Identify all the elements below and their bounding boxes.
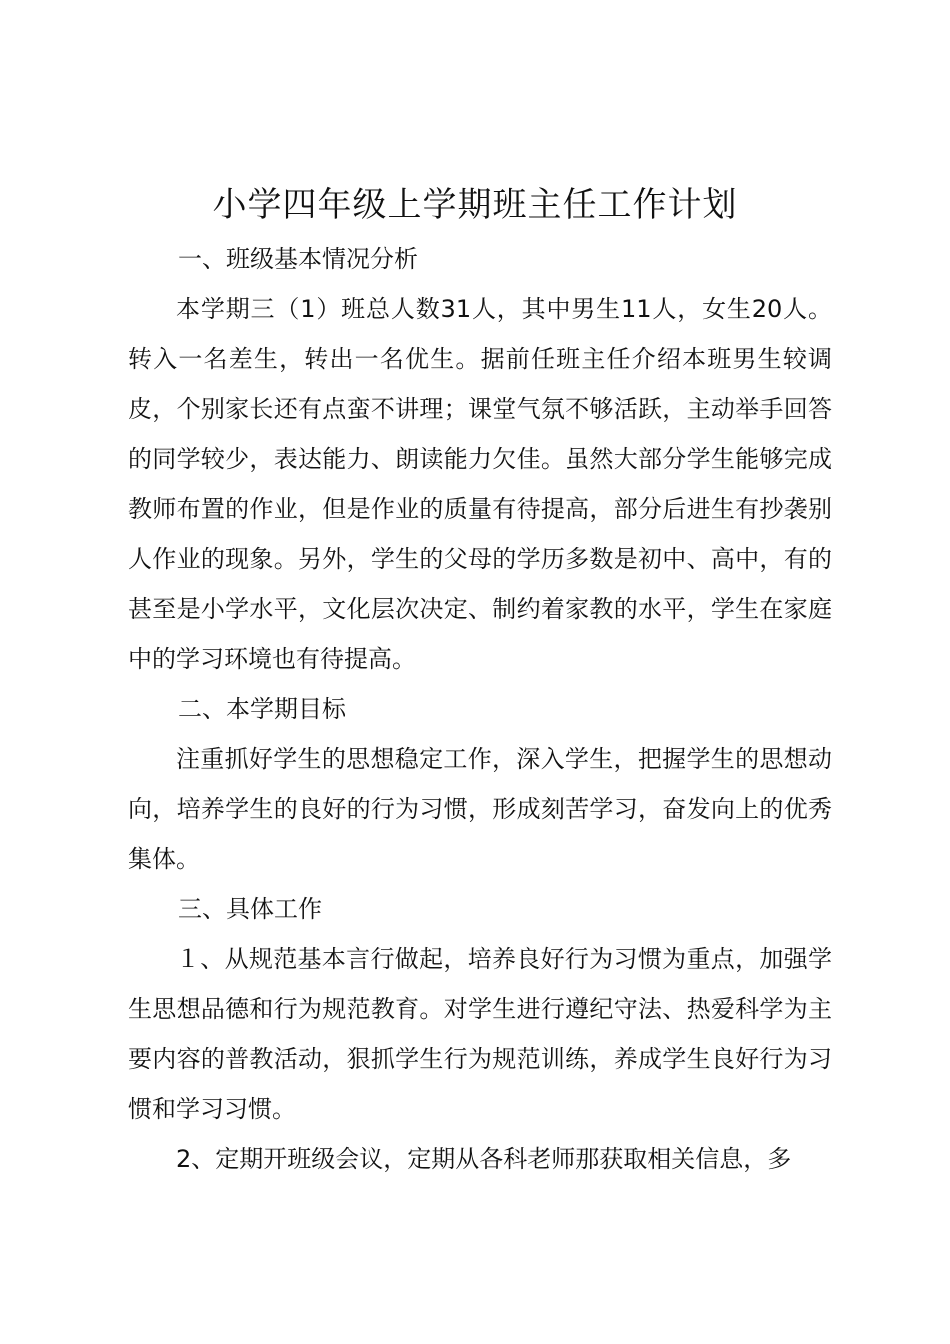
section-heading: 一、班级基本情况分析 [178, 245, 418, 273]
section-specific-work [128, 884, 832, 1184]
paragraph: 本学期三（1）班总人数31人，其中男生11人，女生20人。转入一名差生，转出一名优生。据前任班主任介绍本班男生较调皮，个别家长还有点蛮不讲理；课堂气氛不够活跃，主动举手回答的同学较少，表达能力、朗读能力欠佳。虽然大部分学生能够完成教师布置的作业，但是作业的质量有待提高，部分后进生有抄袭别人作业的现象。另外，学生的父母的学历多数是初中、高中，有的甚至是小学水平，文化层次决定、制约着家教的水平，学生在家庭中的学习环境也有待提高。 [128, 295, 832, 673]
section-basic-situation [128, 234, 832, 684]
section-semester-goals [128, 684, 832, 884]
section-heading: 二、本学期目标 [178, 695, 346, 723]
document-title: 小学四年级上学期班主任工作计划 [212, 185, 738, 225]
paragraph: １、从规范基本言行做起，培养良好行为习惯为重点，加强学生思想品德和行为规范教育。对学生进行遵纪守法、热爱科学为主要内容的普教活动，狠抓学生行为规范训练，养成学生良好行为习惯和学习习惯。 [128, 945, 832, 1123]
paragraph: 2、定期开班级会议，定期从各科老师那获取相关信息，多 [176, 1145, 792, 1173]
document-body [128, 234, 832, 1184]
section-heading: 三、具体工作 [178, 895, 322, 923]
paragraph: 注重抓好学生的思想稳定工作，深入学生，把握学生的思想动向，培养学生的良好的行为习惯，形成刻苦学习，奋发向上的优秀集体。 [128, 745, 832, 873]
